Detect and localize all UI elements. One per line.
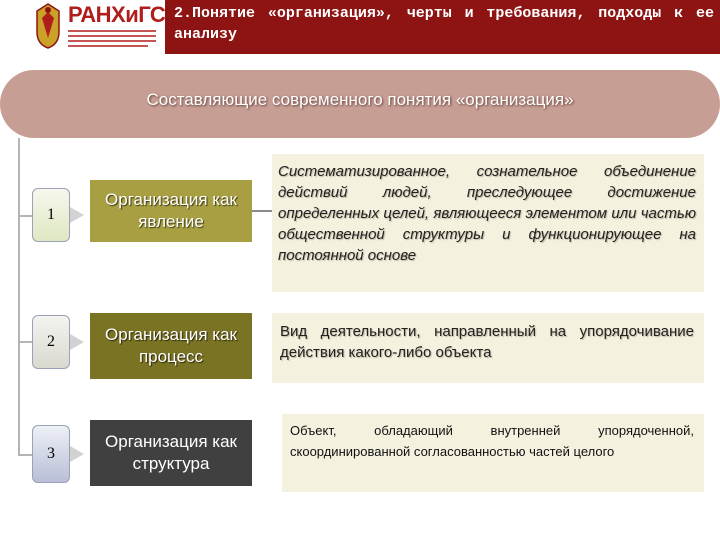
item-number: 3 — [32, 425, 70, 483]
logo-subtext-line — [68, 35, 156, 37]
page-title: 2.Понятие «организация», черты и требования, подходы к ее анализу — [174, 5, 714, 43]
tree-branch — [18, 454, 32, 456]
logo — [0, 0, 165, 54]
item-description: Вид деятельности, направленный на упорядочивание действия какого-либо объекта — [272, 313, 704, 383]
emblem-icon — [34, 2, 62, 50]
connector-line — [252, 210, 272, 212]
banner-title: Составляющие современного понятия «организация» — [146, 90, 574, 109]
logo-text: РАНХиГС — [68, 2, 166, 27]
item-description: Объект, обладающий внутренней упорядоченной, скоординированной согласованностью частей целого — [282, 414, 704, 492]
item-number: 2 — [32, 315, 70, 369]
item-description: Систематизированное, сознательное объединение действий людей, преследующее достижение определенных целей, являющееся элементом или частью общественной структуры и функционирующее на постоянной основе — [272, 154, 704, 292]
item-label: Организация как явление — [90, 180, 252, 242]
item-number: 1 — [32, 188, 70, 242]
logo-subtext-line — [68, 45, 148, 47]
tree-branch — [18, 341, 32, 343]
arrow-right-icon — [70, 446, 84, 462]
item-label: Организация как структура — [90, 420, 252, 486]
tree-line — [18, 138, 20, 456]
arrow-right-icon — [70, 334, 84, 350]
logo-subtext-line — [68, 30, 156, 32]
item-label: Организация как процесс — [90, 313, 252, 379]
logo-subtext-line — [68, 40, 156, 42]
arrow-right-icon — [70, 207, 84, 223]
tree-branch — [18, 215, 32, 217]
